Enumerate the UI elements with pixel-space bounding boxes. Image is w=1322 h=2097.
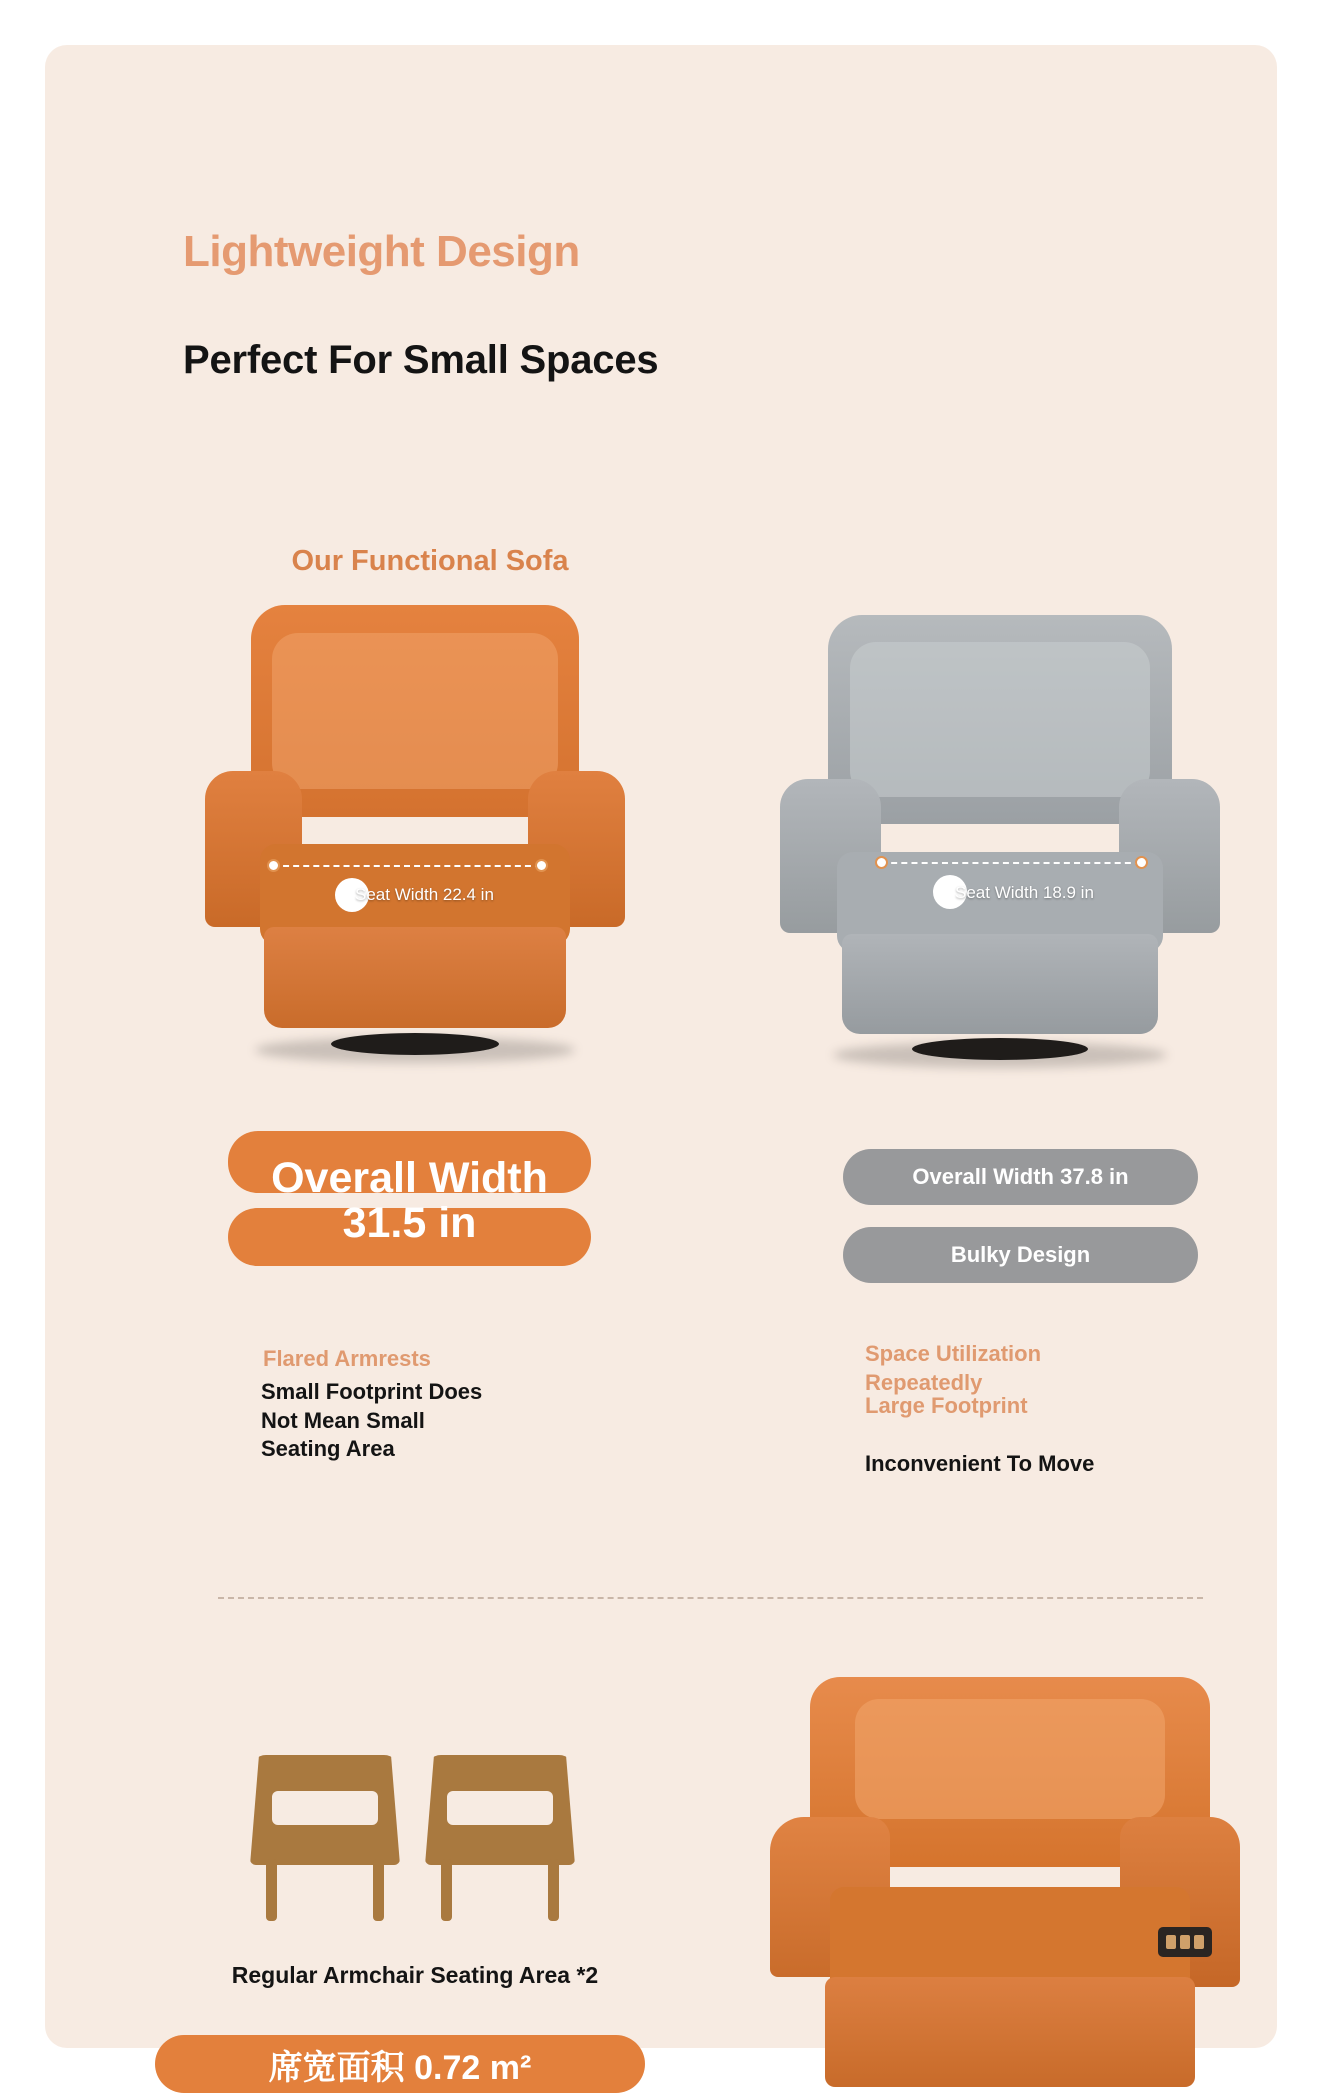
sofa-backrest-cushion (272, 633, 558, 789)
traditional-sofa-backrest-cushion (850, 642, 1149, 797)
traditional-seat-width-label: Seat Width 18.9 in (955, 883, 1094, 902)
featured-sofa-backrest-cushion (855, 1699, 1165, 1819)
traditional-seat-width-line (881, 862, 1141, 864)
sofa-swivel-base (331, 1033, 499, 1055)
traditional-seat-width-dot-left (875, 856, 888, 869)
our-seat-width-label: Seat Width 22.4 in (355, 885, 494, 904)
content-card (45, 45, 1277, 2087)
traditional-bulky-design-text: Bulky Design (950, 1242, 1091, 1267)
section-divider (218, 1597, 1203, 1599)
eyebrow-text: Lightweight Design (183, 227, 580, 276)
our-overall-width-pill-bottom (228, 1208, 591, 1266)
traditional-seat-width-dot-right (1135, 856, 1148, 869)
traditional-sofa-image (780, 615, 1220, 1070)
armchair-icon-group (250, 1755, 580, 1930)
our-sofa-image (205, 605, 625, 1065)
traditional-note-large-footprint: Large Footprint (865, 1393, 1028, 1418)
featured-sofa-base (825, 1977, 1195, 2087)
page-title: Perfect For Small Spaces (183, 338, 659, 382)
traditional-note-space-utilization: Space Utilization Repeatedly (865, 1341, 1042, 1395)
armchair-icon-2 (425, 1755, 575, 1930)
sofa-base (264, 927, 566, 1028)
our-note-flared-armrests: Flared Armrests (263, 1346, 431, 1371)
our-overall-width-pill-top (228, 1131, 591, 1193)
our-seat-width-dot-left (267, 859, 280, 872)
traditional-bulky-design-pill (843, 1227, 1198, 1283)
armchair-seating-area-caption: Regular Armchair Seating Area *2 (231, 1962, 599, 1988)
our-sofa-column-title: Our Functional Sofa (291, 545, 569, 577)
power-control-button-icon (1158, 1927, 1212, 1957)
our-seat-width-line (273, 865, 541, 867)
armchair-icon-leg-right (548, 1859, 559, 1921)
our-note-small-footprint: Small Footprint Does Not Mean Small Seating Area (261, 1379, 483, 1462)
seat-area-pill-text: 席宽面积 0.72 m² (268, 2048, 532, 2087)
traditional-note-inconvenient-to-move: Inconvenient To Move (865, 1451, 1095, 1476)
armchair-icon-leg-left (266, 1859, 277, 1921)
our-overall-width-text: Overall Width 31.5 in (271, 1153, 548, 1247)
traditional-overall-width-pill (843, 1149, 1198, 1205)
armchair-icon-seat-gap (447, 1791, 553, 1825)
traditional-sofa-base (842, 934, 1159, 1034)
traditional-sofa-swivel-base (912, 1038, 1088, 1060)
armchair-icon-seat-gap (272, 1791, 378, 1825)
traditional-overall-width-text: Overall Width 37.8 in (912, 1164, 1129, 1189)
armchair-icon-1 (250, 1755, 400, 1930)
armchair-icon-leg-right (373, 1859, 384, 1921)
armchair-icon-leg-left (441, 1859, 452, 1921)
our-seat-width-dot-right (535, 859, 548, 872)
featured-sofa-image (770, 1677, 1240, 2097)
